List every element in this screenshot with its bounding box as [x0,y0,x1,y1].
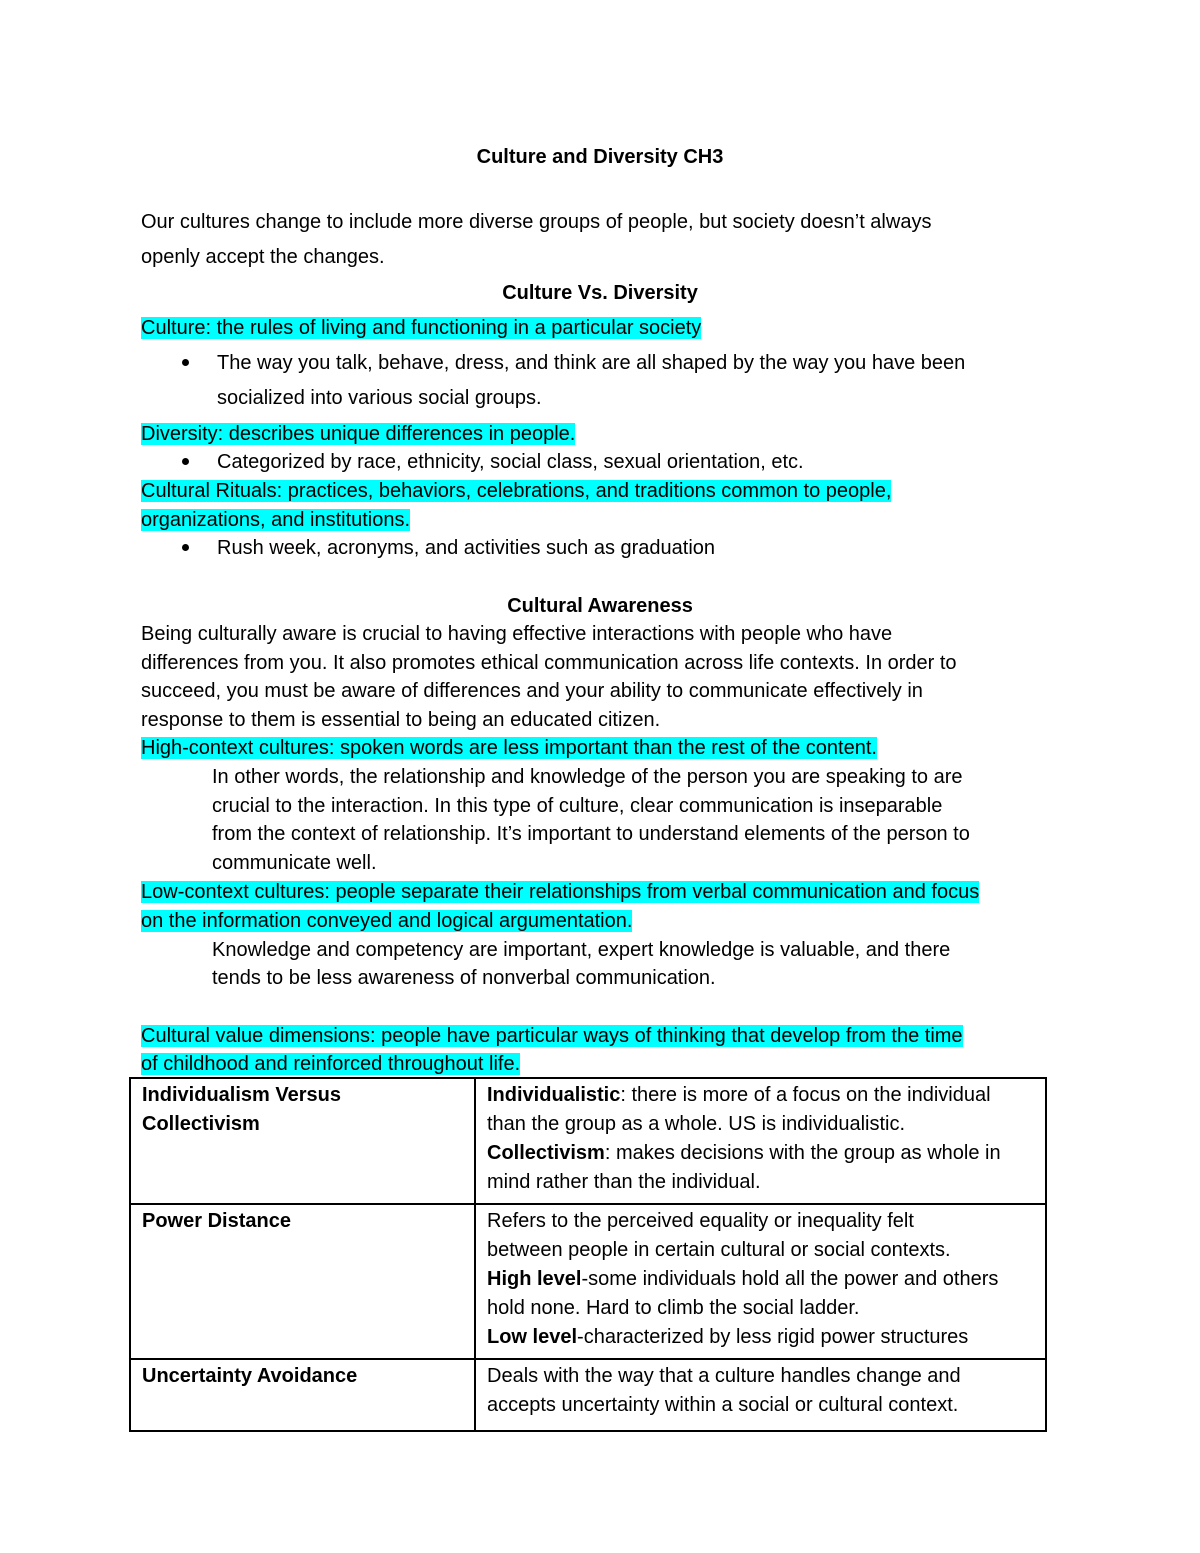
rituals-definition-line-2: organizations, and institutions. [141,509,411,531]
bullet-icon [182,458,189,465]
value-dimensions-table [129,1077,1047,1432]
low-context-definition-line-2: on the information conveyed and logical argumentation. [141,910,633,932]
description-line: hold none. Hard to climb the social ladder. [487,1297,860,1319]
rituals-definition-line-1: Cultural Rituals: practices, behaviors, celebrations, and traditions common to people, [141,480,892,502]
culture-definition: Culture: the rules of living and functioning in a particular society [141,317,702,339]
table-row [130,1359,1046,1431]
description-line: accepts uncertainty within a social or cultural context. [487,1394,959,1416]
low-context-para-line-1: Knowledge and competency are important, expert knowledge is valuable, and there [212,939,951,961]
description-line: Low level-characterized by less rigid power structures [487,1326,969,1348]
value-dimensions-definition-line-1: Cultural value dimensions: people have particular ways of thinking that develop from the time [141,1025,963,1047]
description-line: Deals with the way that a culture handles change and [487,1365,961,1387]
term-line: Individualism Versus [142,1084,341,1106]
high-context-para-line-4: communicate well. [212,852,377,874]
awareness-para-line-3: succeed, you must be aware of differences and your ability to communicate effectively in [141,680,923,702]
high-context-para-line-2: crucial to the interaction. In this type of culture, clear communication is inseparable [212,795,943,817]
description-line: between people in certain cultural or social contexts. [487,1239,951,1261]
intro-line-1: Our cultures change to include more diverse groups of people, but society doesn’t always [141,211,932,233]
table-cell-term [130,1204,475,1359]
document-title: Culture and Diversity CH3 [476,146,724,168]
awareness-para-line-1: Being culturally aware is crucial to having effective interactions with people who have [141,623,893,645]
description-line: Individualistic: there is more of a focus on the individual [487,1084,991,1106]
high-context-para-line-3: from the context of relationship. It’s important to understand elements of the person to [212,823,970,845]
description-line: Collectivism: makes decisions with the group as whole in [487,1142,1001,1164]
bullet-icon [182,544,189,551]
high-context-definition: High-context cultures: spoken words are less important than the rest of the content. [141,737,877,759]
description-line: Refers to the perceived equality or inequality felt [487,1210,914,1232]
table-cell-description [475,1204,1046,1359]
awareness-para-line-2: differences from you. It also promotes ethical communication across life contexts. In order to [141,652,957,674]
value-dimensions-definition-line-2: of childhood and reinforced throughout life. [141,1053,521,1075]
table-row [130,1078,1046,1204]
term-line: Uncertainty Avoidance [142,1365,358,1387]
heading-culture-vs-diversity: Culture Vs. Diversity [502,282,698,304]
table-cell-term [130,1078,475,1204]
culture-bullet-line-2: socialized into various social groups. [217,387,542,409]
description-line: High level-some individuals hold all the power and others [487,1268,999,1290]
term-line: Power Distance [142,1210,291,1232]
table-cell-description [475,1078,1046,1204]
rituals-bullet: Rush week, acronyms, and activities such as graduation [217,537,716,559]
high-context-para-line-1: In other words, the relationship and knowledge of the person you are speaking to are [212,766,963,788]
description-line: than the group as a whole. US is individualistic. [487,1113,906,1135]
low-context-definition-line-1: Low-context cultures: people separate their relationships from verbal communication and focus [141,881,980,903]
culture-bullet-line-1: The way you talk, behave, dress, and think are all shaped by the way you have been [217,352,966,374]
table-cell-term [130,1359,475,1431]
diversity-bullet: Categorized by race, ethnicity, social class, sexual orientation, etc. [217,451,804,473]
awareness-para-line-4: response to them is essential to being an educated citizen. [141,709,661,731]
table-cell-description [475,1359,1046,1431]
bullet-icon [182,359,189,366]
description-line: mind rather than the individual. [487,1171,761,1193]
term-line: Collectivism [142,1113,260,1135]
diversity-definition: Diversity: describes unique differences in people. [141,423,576,445]
heading-cultural-awareness: Cultural Awareness [507,595,693,617]
intro-line-2: openly accept the changes. [141,246,385,268]
low-context-para-line-2: tends to be less awareness of nonverbal communication. [212,967,716,989]
table-row [130,1204,1046,1359]
